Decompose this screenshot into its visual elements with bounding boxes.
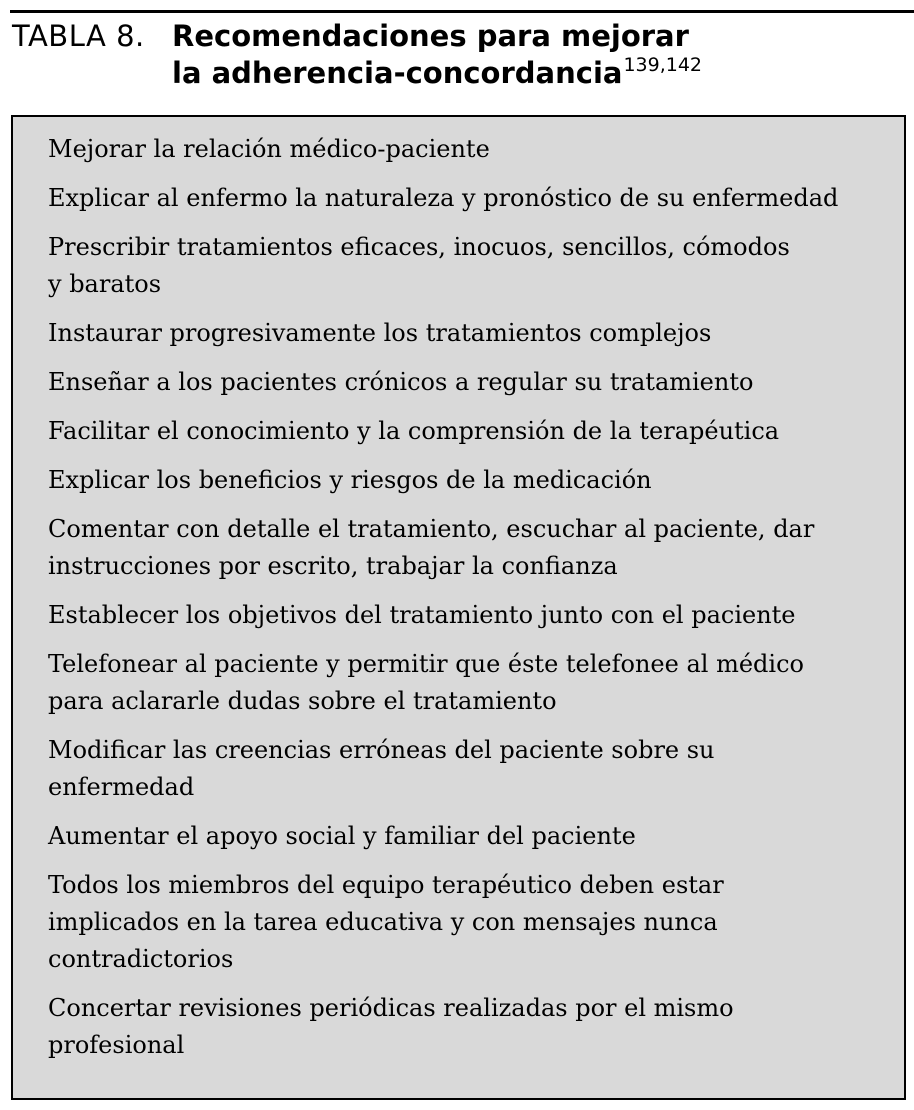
top-rule (10, 10, 914, 13)
recommendation-line: contradictorios (48, 945, 234, 973)
recommendation-line: Concertar revisiones periódicas realizadas por el mismo (48, 994, 734, 1022)
recommendation-line: Aumentar el apoyo social y familiar del paciente (48, 822, 636, 850)
recommendations-list (48, 131, 893, 1076)
recommendation-item (48, 180, 893, 217)
recommendation-item (48, 646, 893, 720)
recommendation-item (48, 364, 893, 401)
recommendation-item (48, 990, 893, 1064)
recommendation-item (48, 597, 893, 634)
recommendation-line: Telefonear al paciente y permitir que éste telefonee al médico (48, 650, 804, 678)
recommendation-item (48, 315, 893, 352)
recommendation-item (48, 732, 893, 806)
reference-superscript: 139,142 (623, 54, 703, 76)
recommendation-item (48, 511, 893, 585)
recommendation-line: y baratos (48, 270, 162, 298)
recommendation-item (48, 413, 893, 450)
recommendation-line: Establecer los objetivos del tratamiento junto con el paciente (48, 601, 796, 629)
recommendation-line: Explicar los beneficios y riesgos de la medicación (48, 466, 652, 494)
recommendation-line: profesional (48, 1031, 185, 1059)
recommendation-item (48, 229, 893, 303)
recommendation-line: Todos los miembros del equipo terapéutico deben estar (48, 871, 724, 899)
recommendation-item (48, 131, 893, 168)
recommendation-item (48, 462, 893, 499)
recommendation-line: Comentar con detalle el tratamiento, escuchar al paciente, dar (48, 515, 815, 543)
recommendation-line: Modificar las creencias erróneas del paciente sobre su (48, 736, 715, 764)
recommendation-line: Explicar al enfermo la naturaleza y pronóstico de su enfermedad (48, 184, 839, 212)
recommendation-line: instrucciones por escrito, trabajar la confianza (48, 552, 618, 580)
recommendation-item (48, 818, 893, 855)
recommendations-table (11, 115, 906, 1100)
recommendation-line: para aclararle dudas sobre el tratamiento (48, 687, 557, 715)
recommendation-item (48, 867, 893, 978)
recommendation-line: enfermedad (48, 773, 195, 801)
recommendation-line: Instaurar progresivamente los tratamientos complejos (48, 319, 712, 347)
table-title-line-2-text: la adherencia-concordancia (172, 56, 623, 90)
recommendation-line: Mejorar la relación médico-paciente (48, 135, 490, 163)
recommendation-line: Enseñar a los pacientes crónicos a regular su tratamiento (48, 368, 754, 396)
table-title-line-2 (172, 55, 702, 92)
table-title (172, 18, 702, 92)
table-title-line-1: Recomendaciones para mejorar (172, 19, 689, 53)
table-number: TABLA 8. (12, 19, 145, 53)
recommendation-line: Prescribir tratamientos eficaces, inocuos, sencillos, cómodos (48, 233, 790, 261)
recommendation-line: Facilitar el conocimiento y la comprensión de la terapéutica (48, 417, 780, 445)
recommendation-line: implicados en la tarea educativa y con mensajes nunca (48, 908, 718, 936)
